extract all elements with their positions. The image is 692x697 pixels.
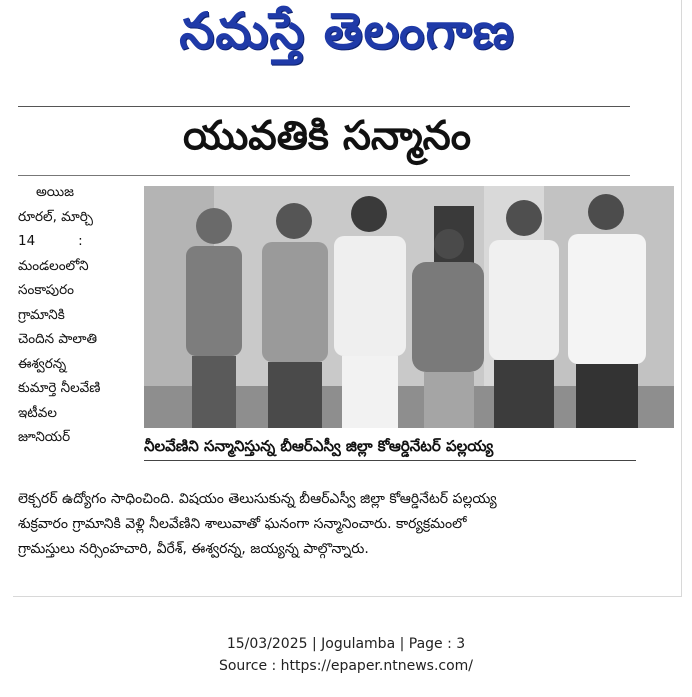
text-line: గ్రామానికి xyxy=(18,306,65,323)
text-line: మండలంలోని xyxy=(18,257,89,274)
text-line: జూనియర్ xyxy=(18,429,71,445)
text-line: ఇటీవల xyxy=(18,404,57,421)
text-line: 14 : xyxy=(18,233,83,249)
text-line: లెక్చరర్ ఉద్యోగం సాధించింది. విషయం తెలుసుకున్న బీఆర్ఎస్వీ జిల్లా కోఆర్డినేటర్ పల్లయ్య xyxy=(18,491,497,507)
text-line: శుక్రవారం గ్రామానికి వెళ్లి నీలవేణిని శాలువాతో ఘనంగా సన్మానించారు. కార్యక్రమంలో xyxy=(18,516,467,532)
text-line: ఈశ్వరన్న xyxy=(18,355,67,372)
text-line: అయిజ xyxy=(36,184,75,200)
group-photo-illustration xyxy=(144,186,674,428)
text-line: చెందిన పాలాతి xyxy=(18,331,98,347)
source-link[interactable]: Source : https://epaper.ntnews.com/ xyxy=(218,658,474,674)
edition-info: 15/03/2025 | Jogulamba | Page : 3 xyxy=(226,636,466,652)
photo-caption: నీలవేణిని సన్మానిస్తున్న బీఆర్ఎస్వీ జిల్లా కోఆర్డినేటర్ పల్లయ్య xyxy=(144,432,636,461)
text-line: సంకాపురం xyxy=(18,282,74,298)
article-photo xyxy=(144,186,674,428)
text-line: రూరల్, మార్చి xyxy=(18,208,94,225)
text-line: కుమార్తె నీలవేణి xyxy=(18,380,101,396)
divider xyxy=(18,106,630,107)
article-body xyxy=(18,487,668,562)
masthead-logo: నమస్తే తెలంగాణ xyxy=(179,2,515,60)
article-left-column xyxy=(18,180,133,450)
news-clipping xyxy=(13,0,682,597)
text-line: గ్రామస్తులు నర్సింహచారి, వీరేశ్, ఈశ్వరన్న, జయ్యన్న పాల్గొన్నారు. xyxy=(18,541,369,557)
article-headline: యువతికి సన్మానం xyxy=(183,113,471,159)
divider xyxy=(18,175,630,176)
